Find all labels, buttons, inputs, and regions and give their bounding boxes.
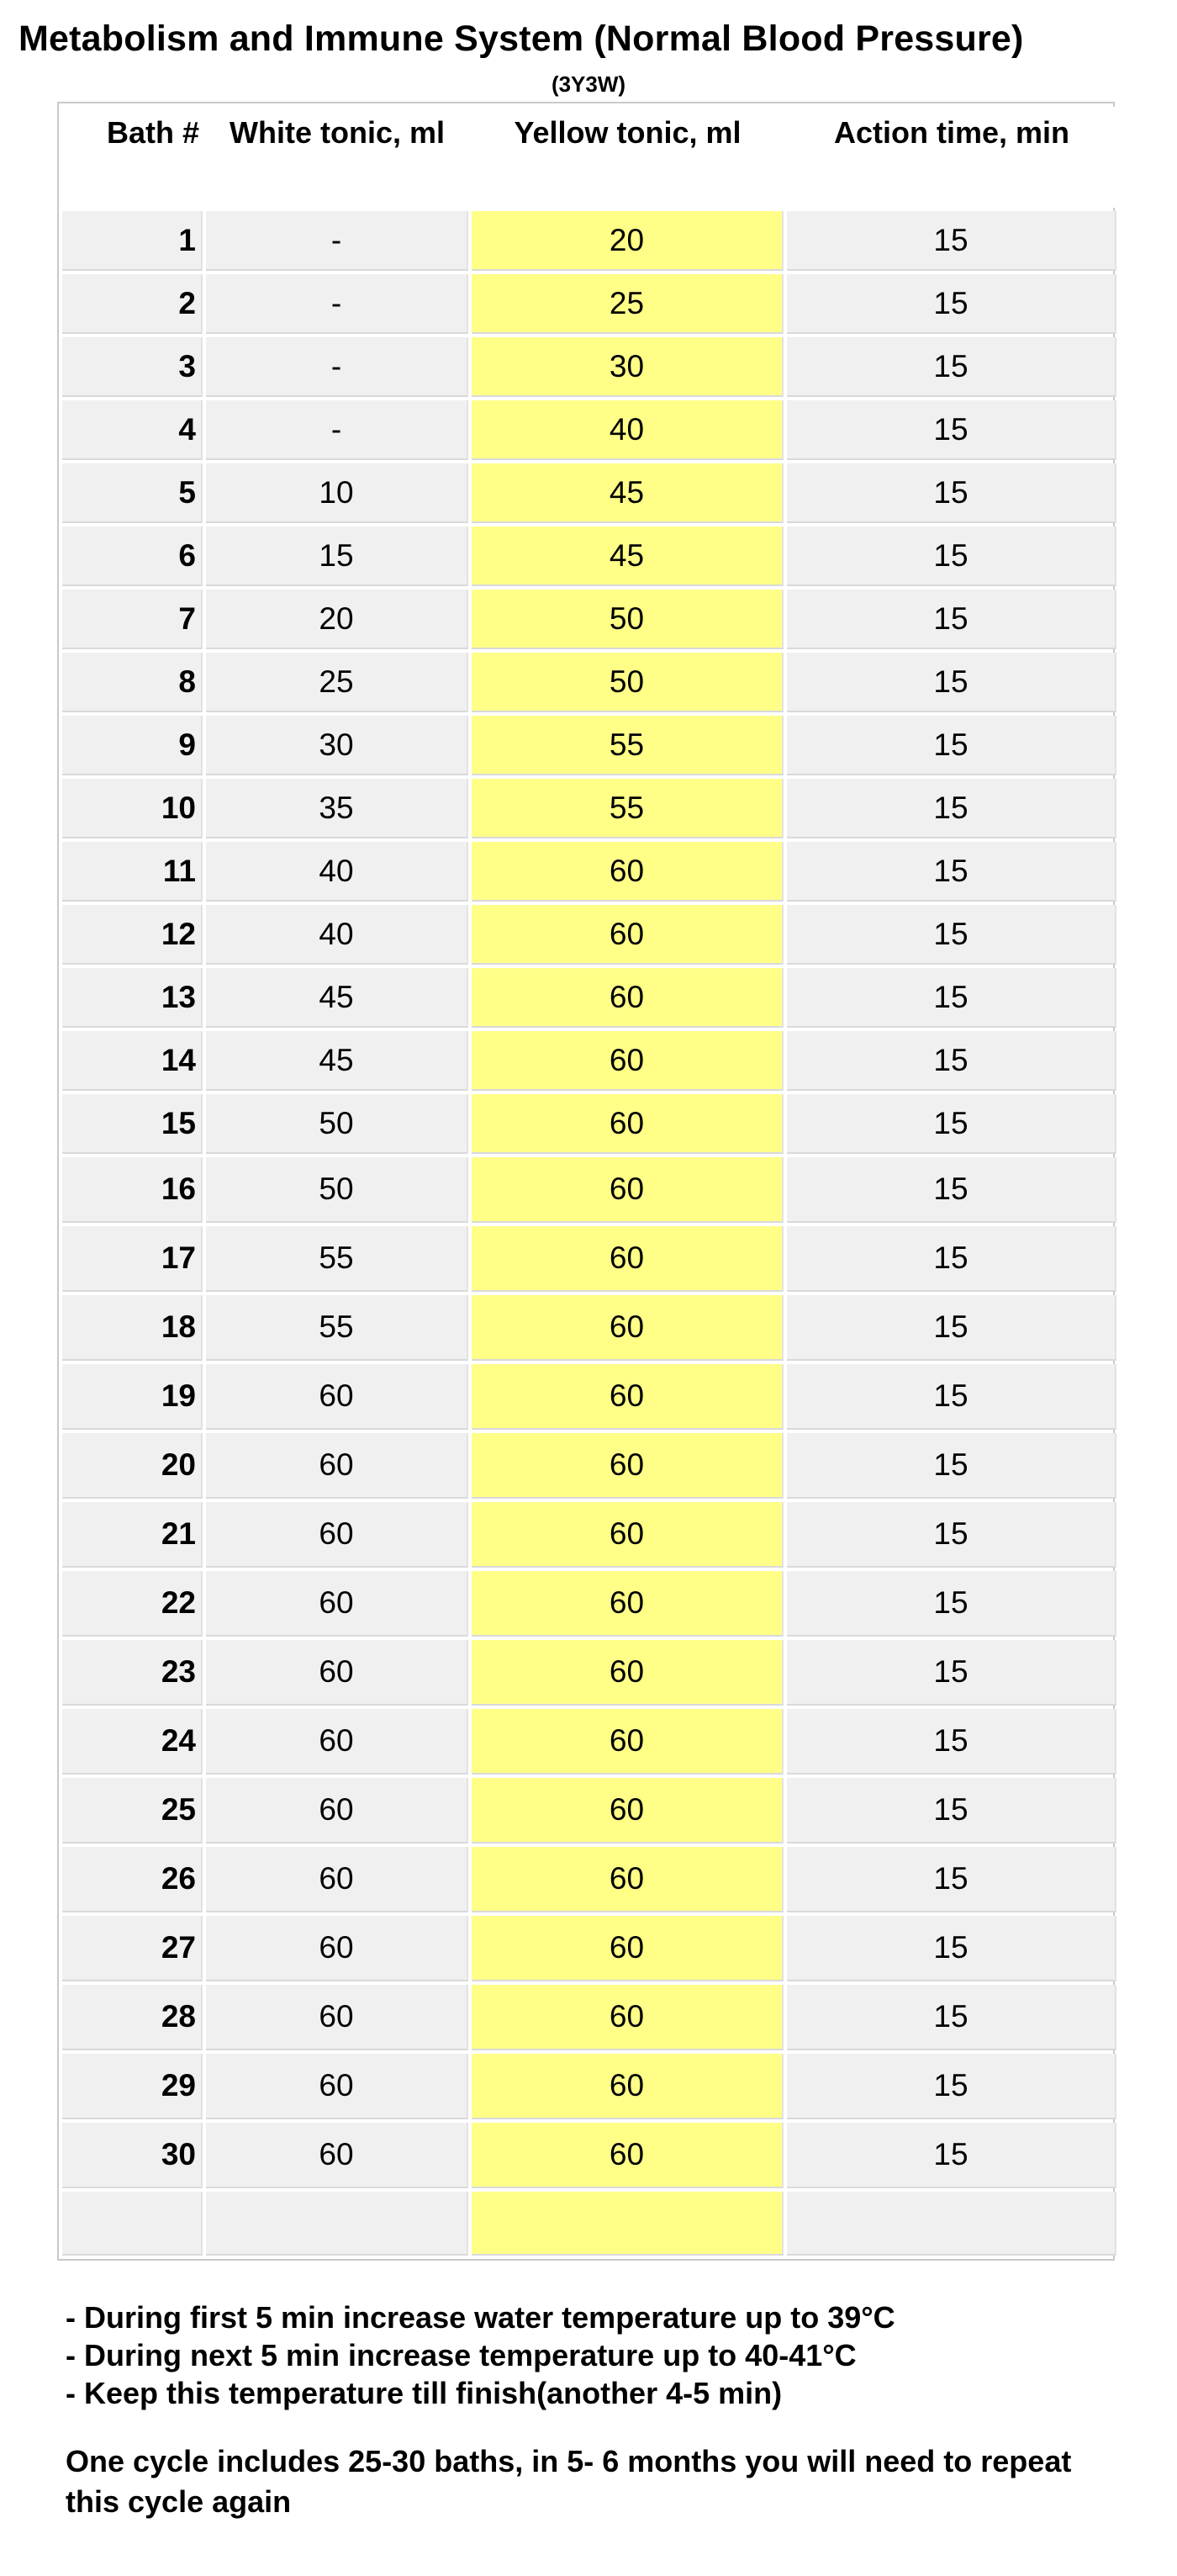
table-row — [62, 1847, 1116, 1912]
cell-yellow-tonic: 55 — [472, 779, 784, 838]
cell-yellow-tonic: 20 — [472, 211, 784, 271]
cell-action-time: 15 — [787, 1295, 1116, 1361]
cell-white-tonic: 10 — [206, 463, 468, 523]
cell-white-tonic: - — [206, 274, 468, 334]
cell-bath-number: 8 — [62, 653, 203, 712]
cell-white-tonic: 60 — [206, 1985, 468, 2050]
cell-bath-number: 12 — [62, 905, 203, 965]
column-header-white-tonic: White tonic, ml — [206, 107, 468, 208]
cell-yellow-tonic: 25 — [472, 274, 784, 334]
page-title: Metabolism and Immune System (Normal Blood Pressure) — [18, 19, 1024, 59]
cell-white-tonic: 35 — [206, 779, 468, 838]
column-header-bath: Bath # — [62, 107, 203, 208]
cell-bath-number: 24 — [62, 1709, 203, 1775]
note-line: - During first 5 min increase water temperature up to 39°C — [66, 2300, 895, 2335]
cell-action-time: 15 — [787, 526, 1116, 586]
cell-action-time: 15 — [787, 779, 1116, 838]
cell-yellow-tonic: 60 — [472, 1226, 784, 1292]
cell-yellow-tonic: 45 — [472, 463, 784, 523]
cell-bath-number: 1 — [62, 211, 203, 271]
cell-action-time: 15 — [787, 337, 1116, 397]
table-row — [62, 274, 1116, 334]
cell-yellow-tonic: 45 — [472, 526, 784, 586]
note-line: - Keep this temperature till finish(another 4-5 min) — [66, 2376, 783, 2410]
table-row — [62, 1364, 1116, 1430]
cell-bath-number: 15 — [62, 1094, 203, 1154]
table-row — [62, 1916, 1116, 1981]
cell-white-tonic: 60 — [206, 1709, 468, 1775]
cell-bath-number: 27 — [62, 1916, 203, 1981]
cell-action-time: 15 — [787, 1709, 1116, 1775]
cell-action-time: 15 — [787, 1571, 1116, 1637]
table-row — [62, 2054, 1116, 2119]
cell-bath-number: 9 — [62, 716, 203, 775]
cell-bath-number: 17 — [62, 1226, 203, 1292]
empty-cell — [62, 2192, 203, 2256]
table-row — [62, 463, 1116, 523]
cell-action-time: 15 — [787, 1094, 1116, 1154]
cell-yellow-tonic: 60 — [472, 1709, 784, 1775]
cell-white-tonic: 55 — [206, 1295, 468, 1361]
cell-bath-number: 14 — [62, 1031, 203, 1091]
cell-white-tonic: 50 — [206, 1157, 468, 1223]
cell-white-tonic: - — [206, 400, 468, 460]
cell-action-time: 15 — [787, 1364, 1116, 1430]
table-row-empty — [62, 2192, 1116, 2256]
cell-action-time: 15 — [787, 2123, 1116, 2188]
table-row — [62, 526, 1116, 586]
cell-yellow-tonic: 60 — [472, 1571, 784, 1637]
cell-white-tonic: 25 — [206, 653, 468, 712]
cell-white-tonic: 55 — [206, 1226, 468, 1292]
cell-bath-number: 22 — [62, 1571, 203, 1637]
cell-action-time: 15 — [787, 1226, 1116, 1292]
table-row — [62, 1571, 1116, 1637]
table-row — [62, 1502, 1116, 1568]
cell-yellow-tonic: 60 — [472, 1433, 784, 1499]
cell-yellow-tonic: 60 — [472, 2054, 784, 2119]
cell-white-tonic: 60 — [206, 2123, 468, 2188]
cell-white-tonic: 60 — [206, 1364, 468, 1430]
cell-yellow-tonic: 55 — [472, 716, 784, 775]
cell-action-time: 15 — [787, 274, 1116, 334]
cell-white-tonic: 60 — [206, 1502, 468, 1568]
cell-action-time: 15 — [787, 1778, 1116, 1843]
table-row — [62, 1778, 1116, 1843]
cell-yellow-tonic: 60 — [472, 1364, 784, 1430]
cell-bath-number: 28 — [62, 1985, 203, 2050]
column-header-action-time: Action time, min — [787, 107, 1116, 208]
cell-action-time: 15 — [787, 1502, 1116, 1568]
cell-white-tonic: 60 — [206, 1571, 468, 1637]
cell-bath-number: 23 — [62, 1640, 203, 1706]
table-row — [62, 1031, 1116, 1091]
cell-action-time: 15 — [787, 716, 1116, 775]
cell-bath-number: 29 — [62, 2054, 203, 2119]
cell-action-time: 15 — [787, 463, 1116, 523]
cell-bath-number: 6 — [62, 526, 203, 586]
cell-bath-number: 10 — [62, 779, 203, 838]
cell-action-time: 15 — [787, 590, 1116, 649]
cell-yellow-tonic: 60 — [472, 2123, 784, 2188]
cell-bath-number: 16 — [62, 1157, 203, 1223]
table-header-row — [62, 107, 1116, 208]
cell-action-time: 15 — [787, 1985, 1116, 2050]
cell-bath-number: 2 — [62, 274, 203, 334]
table-body — [62, 211, 1116, 2256]
cell-white-tonic: 60 — [206, 1433, 468, 1499]
table-row — [62, 337, 1116, 397]
cell-white-tonic: - — [206, 211, 468, 271]
cell-white-tonic: 40 — [206, 905, 468, 965]
cell-yellow-tonic: 60 — [472, 1031, 784, 1091]
table-row — [62, 400, 1116, 460]
cell-white-tonic: 15 — [206, 526, 468, 586]
empty-cell — [206, 2192, 468, 2256]
table-row — [62, 1709, 1116, 1775]
cell-action-time: 15 — [787, 1157, 1116, 1223]
cell-bath-number: 18 — [62, 1295, 203, 1361]
table-row — [62, 905, 1116, 965]
cell-action-time: 15 — [787, 400, 1116, 460]
cell-yellow-tonic: 60 — [472, 1778, 784, 1843]
cell-white-tonic: 45 — [206, 1031, 468, 1091]
cell-action-time: 15 — [787, 1031, 1116, 1091]
table-row — [62, 2123, 1116, 2188]
bath-schedule-table — [57, 102, 1115, 2261]
cell-bath-number: 26 — [62, 1847, 203, 1912]
table-row — [62, 590, 1116, 649]
cell-bath-number: 19 — [62, 1364, 203, 1430]
column-header-yellow-tonic: Yellow tonic, ml — [472, 107, 784, 208]
table-row — [62, 1157, 1116, 1223]
cell-action-time: 15 — [787, 1640, 1116, 1706]
cell-white-tonic: 50 — [206, 1094, 468, 1154]
empty-cell — [787, 2192, 1116, 2256]
cell-yellow-tonic: 30 — [472, 337, 784, 397]
cell-bath-number: 20 — [62, 1433, 203, 1499]
cell-action-time: 15 — [787, 905, 1116, 965]
table-row — [62, 968, 1116, 1028]
cell-yellow-tonic: 60 — [472, 1157, 784, 1223]
cell-action-time: 15 — [787, 653, 1116, 712]
cell-bath-number: 30 — [62, 2123, 203, 2188]
page-subtitle: (3Y3W) — [551, 71, 626, 97]
table-row — [62, 653, 1116, 712]
cell-bath-number: 5 — [62, 463, 203, 523]
cell-white-tonic: 20 — [206, 590, 468, 649]
cell-yellow-tonic: 60 — [472, 1640, 784, 1706]
table-row — [62, 1295, 1116, 1361]
cell-action-time: 15 — [787, 968, 1116, 1028]
cell-white-tonic: 60 — [206, 1640, 468, 1706]
cell-yellow-tonic: 60 — [472, 968, 784, 1028]
cell-bath-number: 7 — [62, 590, 203, 649]
table-row — [62, 1433, 1116, 1499]
table-row — [62, 1094, 1116, 1154]
table-row — [62, 716, 1116, 775]
cell-white-tonic: 40 — [206, 842, 468, 902]
table-row — [62, 1640, 1116, 1706]
cell-action-time: 15 — [787, 2054, 1116, 2119]
cell-action-time: 15 — [787, 842, 1116, 902]
cell-white-tonic: 60 — [206, 1916, 468, 1981]
cell-bath-number: 3 — [62, 337, 203, 397]
temperature-notes — [66, 2298, 895, 2412]
cell-white-tonic: 60 — [206, 1847, 468, 1912]
cell-action-time: 15 — [787, 1916, 1116, 1981]
cell-yellow-tonic: 40 — [472, 400, 784, 460]
cell-yellow-tonic: 50 — [472, 590, 784, 649]
cell-yellow-tonic: 60 — [472, 1985, 784, 2050]
empty-cell — [472, 2192, 784, 2256]
cell-yellow-tonic: 60 — [472, 1094, 784, 1154]
cell-action-time: 15 — [787, 1847, 1116, 1912]
table-row — [62, 211, 1116, 271]
cell-yellow-tonic: 50 — [472, 653, 784, 712]
table-row — [62, 1226, 1116, 1292]
cell-bath-number: 11 — [62, 842, 203, 902]
cell-yellow-tonic: 60 — [472, 905, 784, 965]
cell-bath-number: 13 — [62, 968, 203, 1028]
cell-yellow-tonic: 60 — [472, 1916, 784, 1981]
cell-white-tonic: 60 — [206, 2054, 468, 2119]
cell-action-time: 15 — [787, 211, 1116, 271]
cell-white-tonic: 30 — [206, 716, 468, 775]
cell-bath-number: 25 — [62, 1778, 203, 1843]
table-row — [62, 842, 1116, 902]
cell-yellow-tonic: 60 — [472, 1295, 784, 1361]
table-row — [62, 1985, 1116, 2050]
cell-yellow-tonic: 60 — [472, 1847, 784, 1912]
cell-bath-number: 4 — [62, 400, 203, 460]
cell-action-time: 15 — [787, 1433, 1116, 1499]
cell-yellow-tonic: 60 — [472, 1502, 784, 1568]
cycle-note: One cycle includes 25-30 baths, in 5- 6 months you will need to repeat this cycle again — [66, 2444, 1072, 2519]
cell-bath-number: 21 — [62, 1502, 203, 1568]
table-row — [62, 779, 1116, 838]
note-line: - During next 5 min increase temperature up to 40-41°C — [66, 2338, 857, 2372]
cell-white-tonic: 45 — [206, 968, 468, 1028]
cell-white-tonic: 60 — [206, 1778, 468, 1843]
cell-yellow-tonic: 60 — [472, 842, 784, 902]
cell-white-tonic: - — [206, 337, 468, 397]
